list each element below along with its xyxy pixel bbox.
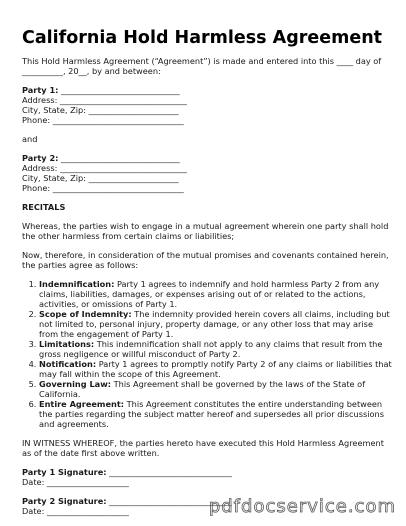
term-text: This indemnification shall not apply to any claims that result from the gross negligence or willful misconduct of Party 2. bbox=[39, 339, 383, 359]
term-item bbox=[39, 339, 394, 359]
party-2-city-field: City, State, Zip: ______________________ bbox=[22, 173, 179, 183]
term-item bbox=[39, 359, 394, 379]
term-text: The indemnity provided herein covers all claims, including but not limited to, personal injury, property damage, or any other loss that may arise from the engagement of Party 1. bbox=[39, 309, 390, 339]
signature-block-1 bbox=[22, 467, 394, 487]
term-item bbox=[39, 379, 394, 399]
term-heading: Scope of Indemnity: bbox=[39, 309, 132, 319]
term-heading: Governing Law: bbox=[39, 379, 112, 389]
signature-field: ______________________________ bbox=[106, 496, 232, 506]
term-text: This Agreement shall be governed by the laws of the State of California. bbox=[39, 379, 366, 399]
party-2-block bbox=[22, 153, 394, 193]
recitals-heading: RECITALS bbox=[22, 202, 66, 212]
party-2-name-field: _____________________________ bbox=[58, 153, 180, 163]
term-heading: Entire Agreement: bbox=[39, 399, 125, 409]
document-page bbox=[22, 28, 394, 516]
term-heading: Indemnification: bbox=[39, 279, 115, 289]
party-1-label: Party 1: bbox=[22, 85, 59, 95]
terms-list bbox=[22, 279, 394, 429]
intro-line-1: This Hold Harmless Agreement (“Agreement”) is made and entered into this ____ day of bbox=[22, 56, 382, 66]
signature-date-field: Date: ____________________ bbox=[22, 506, 129, 516]
party-2-address-field: Address: _______________________________ bbox=[22, 163, 187, 173]
signature-date-field: Date: ____________________ bbox=[22, 477, 129, 487]
term-text: Party 1 agrees to promptly notify Party 2 of any claims or liabilities that may fall within the scope of this Agreement. bbox=[39, 359, 392, 379]
term-text: This Agreement constitutes the entire understanding between the parties regarding the subject matter hereof and supersedes all prior discussions and agreements. bbox=[39, 399, 384, 429]
term-item bbox=[39, 309, 394, 339]
party-1-city-field: City, State, Zip: ______________________ bbox=[22, 105, 179, 115]
signature-label: Party 1 Signature: bbox=[22, 467, 107, 477]
watermark-text: pdfdocservice.com bbox=[208, 496, 396, 517]
party-2-label: Party 2: bbox=[22, 153, 59, 163]
and-text: and bbox=[22, 134, 38, 144]
intro-line-2: __________, 20__, by and between: bbox=[22, 66, 161, 76]
document-title: California Hold Harmless Agreement bbox=[22, 28, 383, 48]
party-1-block bbox=[22, 85, 394, 125]
term-text: Party 1 agrees to indemnify and hold harmless Party 2 from any claims, liabilities, damages, or expenses arising out of or related to the actions, activities, or omissions of Party 1. bbox=[39, 279, 380, 309]
signature-field: ______________________________ bbox=[106, 467, 232, 477]
party-1-name-field: _____________________________ bbox=[58, 85, 180, 95]
party-2-phone-field: Phone: ________________________________ bbox=[22, 183, 184, 193]
signature-label: Party 2 Signature: bbox=[22, 496, 107, 506]
party-2-line bbox=[22, 153, 394, 163]
party-1-address-field: Address: _______________________________ bbox=[22, 95, 187, 105]
witness-paragraph: IN WITNESS WHEREOF, the parties hereto have executed this Hold Harmless Agreement as of the date first above written. bbox=[22, 438, 384, 458]
term-item bbox=[39, 399, 394, 429]
party-1-line bbox=[22, 85, 394, 95]
term-heading: Limitations: bbox=[39, 339, 95, 349]
party-1-phone-field: Phone: ________________________________ bbox=[22, 115, 184, 125]
whereas-paragraph: Whereas, the parties wish to engage in a mutual agreement wherein one party shall hold the other harmless from certain claims or liabilities; bbox=[22, 221, 389, 241]
signature-line bbox=[22, 467, 394, 477]
term-heading: Notification: bbox=[39, 359, 97, 369]
now-therefore-paragraph: Now, therefore, in consideration of the mutual promises and covenants contained herein, the parties agree as follows: bbox=[22, 250, 389, 270]
term-item bbox=[39, 279, 394, 309]
